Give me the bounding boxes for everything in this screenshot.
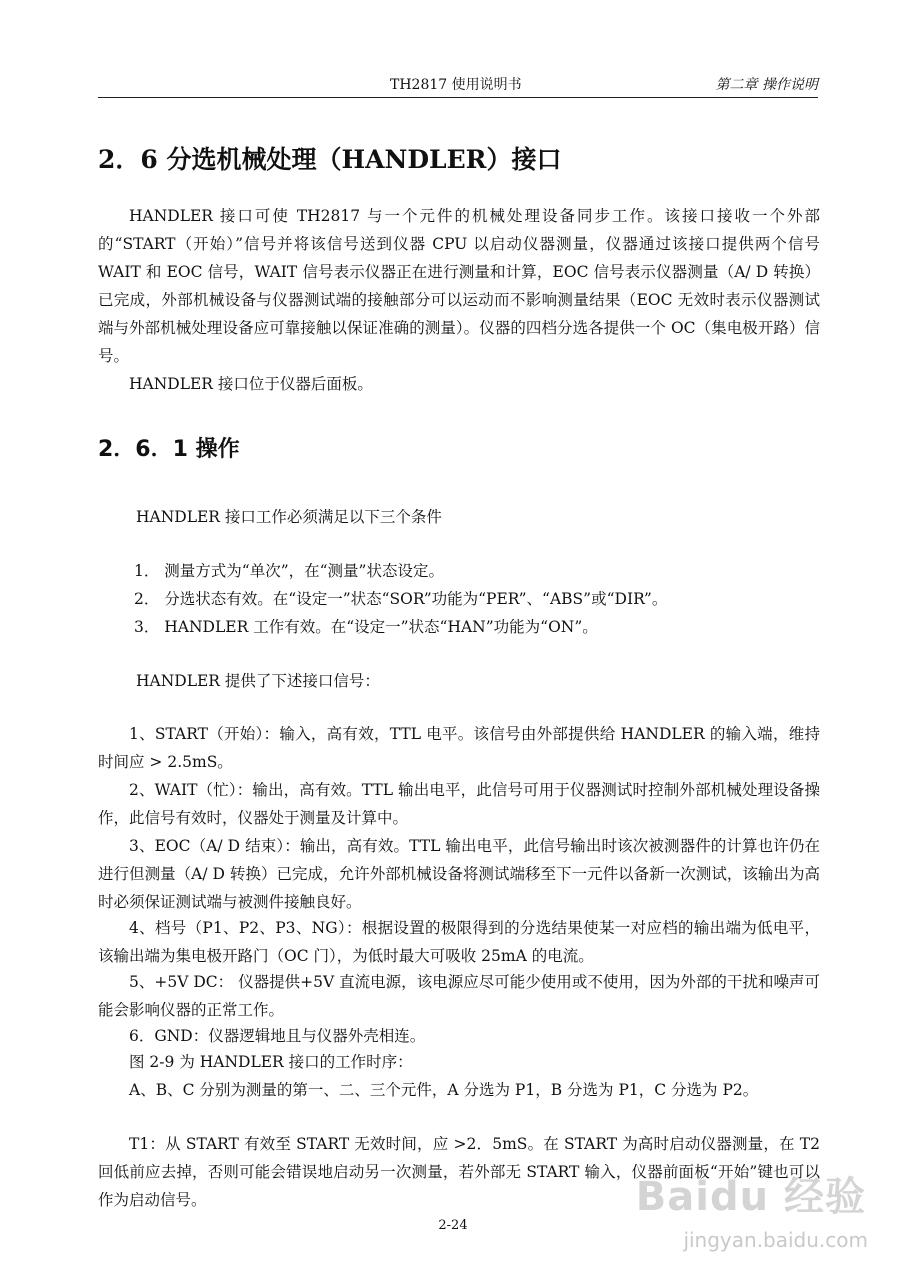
page-number: 2-24 [438, 1218, 468, 1233]
header-title: TH2817 使用说明书 [390, 77, 522, 93]
watermark-brand: Baidu 经验 [635, 1174, 866, 1220]
intro-paragraph: HANDLER 接口可使 TH2817 与一个元件的机械处理设备同步工作。该接口接收一个外部的“START（开始）”信号并将该信号送到仪器 CPU 以启动仪器测量，仪器通过该接口提供两个信号 WAIT 和 EOC 信号，WAIT 信号表示仪器正在进行测量和计算，EOC 信号表示仪器测量（A/ D 转换）已完成，外部机械设备与仪器测试端的接触部分可以运动而不影响测量结果（EOC 无效时表示仪器测试端与外部机械处理设备应可靠接触以保证准确的测量）。仪器的四档分选各提供一个 OC（集电极开路）信号。 [98, 207, 820, 365]
subsection-title: 2．6．1 操作 [98, 437, 240, 462]
signal-wait: 2、WAIT（忙）：输出，高有效。TTL 输出电平，此信号可用于仪器测试时控制外部机械处理设备操作，此信号有效时，仪器处于测量及计算中。 [98, 781, 820, 827]
condition-item: 3． HANDLER 工作有效。在“设定一”状态“HAN”功能为“ON”。 [134, 618, 598, 636]
header-rule [98, 97, 818, 98]
signal-start: 1、START（开始）：输入，高有效，TTL 电平。该信号由外部提供给 HANDLER 的输入端，维持时间应 > 2.5mS。 [98, 725, 820, 771]
signal-eoc: 3、EOC（A/ D 结束）：输出，高有效。TTL 输出电平，此信号输出时该次被测器件的计算也许仍在进行但测量（A/ D 转换）已完成，允许外部机械设备将测试端移至下一元件以备新一次测试，该输出为高时必须保证测试端与被测件接触良好。 [98, 837, 820, 911]
signals-intro: HANDLER 提供了下述接口信号： [136, 672, 380, 690]
figure-reference: 图 2-9 为 HANDLER 接口的工作时序： [129, 1053, 413, 1071]
section-title: 2．6 分选机械处理（HANDLER）接口 [98, 145, 562, 174]
signal-5v: 5、+5V DC： 仪器提供+5V 直流电源，该电源应尽可能少使用或不使用，因为外部的干扰和噪声可能会影响仪器的正常工作。 [98, 973, 820, 1019]
timing-t1: T1：从 START 有效至 START 无效时间，应 >2．5mS。在 START 为高时启动仪器测量，在 T2 回低前应去掉，否则可能会错误地启动另一次测量，若外部无 START 输入，仪器前面板“开始”键也可以作为启动信号。 [98, 1135, 820, 1209]
signal-bin: 4、档号（P1、P2、P3、NG）：根据设置的极限得到的分选结果使某一对应档的输出端为低电平，该输出端为集电极开路门（OC 门），为低时最大可吸收 25mA 的电流。 [98, 919, 820, 965]
condition-item: 2． 分选状态有效。在“设定一”状态“SOR”功能为“PER”、“ABS”或“DIR”。 [134, 590, 668, 608]
watermark-url: jingyan.baidu.com [683, 1228, 868, 1252]
conditions-intro: HANDLER 接口工作必须满足以下三个条件 [136, 508, 442, 526]
component-description: A、B、C 分别为测量的第一、二、三个元件，A 分选为 P1，B 分选为 P1，C 分选为 P2。 [129, 1081, 759, 1099]
header-chapter: 第二章 操作说明 [715, 77, 818, 93]
condition-item: 1． 测量方式为“单次”，在“测量”状态设定。 [134, 562, 444, 580]
signal-gnd: 6．GND：仪器逻辑地且与仪器外壳相连。 [129, 1027, 426, 1045]
intro-paragraph-location: HANDLER 接口位于仪器后面板。 [129, 375, 373, 393]
